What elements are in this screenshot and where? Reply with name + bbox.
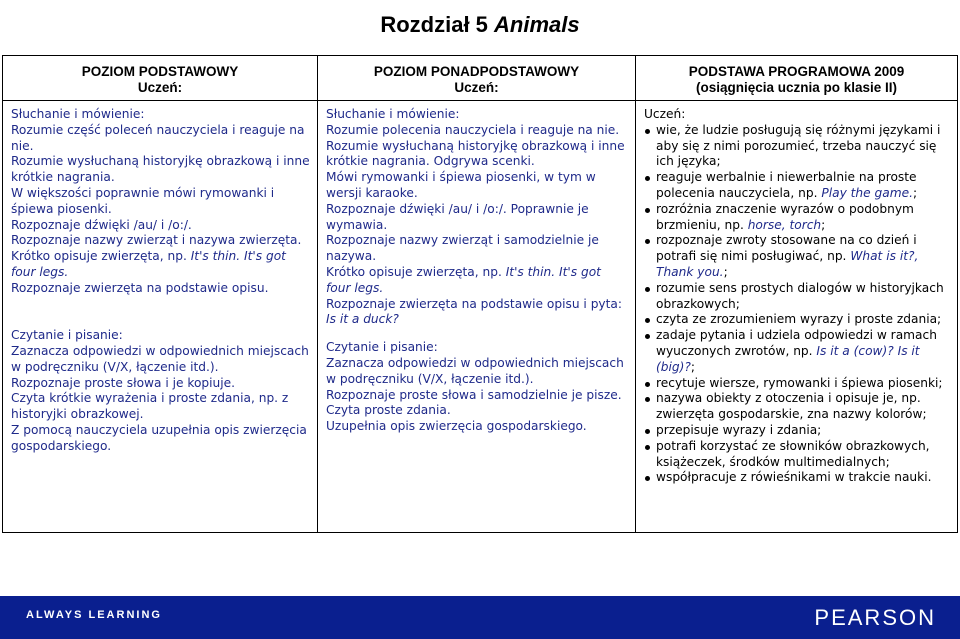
requirement: Zaznacza odpowiedzi w odpowiednich miejscach w podręczniku (V/X, łączenie itd.). xyxy=(11,343,309,374)
footer-bar xyxy=(0,596,960,639)
list-item: współpracuje z rówieśnikami w trakcie nauki. xyxy=(644,470,951,486)
requirement-text: Krótko opisuje zwierzęta, np. xyxy=(326,264,506,279)
list-item: potrafi korzystać ze słowników obrazkowych, książeczek, środków multimedialnych; xyxy=(644,439,951,471)
requirement: Rozpoznaje proste słowa i samodzielnie je pisze. xyxy=(326,387,622,402)
title-main: Rozdział 5 xyxy=(380,12,488,37)
list-item: rozumie sens prostych dialogów w historyjkach obrazkowych; xyxy=(644,281,951,313)
requirement: Rozpoznaje proste słowa i je kopiuje. xyxy=(11,375,236,390)
page-title xyxy=(0,12,960,38)
footer-tagline: ALWAYS LEARNING xyxy=(26,609,162,621)
title-italic: Animals xyxy=(494,12,580,37)
list-item: reaguje werbalnie i niewerbalnie na proste polecenia nauczyciela, np. Play the game.; xyxy=(644,170,951,202)
example-phrase: Is it a duck? xyxy=(326,312,399,327)
requirement: Rozpoznaje nazwy zwierząt i nazywa zwierzęta. xyxy=(11,233,302,248)
section-heading: Słuchanie i mówienie: xyxy=(11,107,145,121)
requirement xyxy=(326,297,629,329)
requirement: Rozpoznaje zwierzęta na podstawie opisu. xyxy=(11,280,269,295)
header-row xyxy=(3,56,958,101)
list-item: wie, że ludzie posługują się różnymi językami i aby się z nimi porozumieć, trzeba nauczyć się ich języka; xyxy=(644,123,951,170)
header-basic xyxy=(3,56,318,101)
body-row xyxy=(3,101,958,533)
curriculum-cell xyxy=(636,101,958,533)
header-curriculum xyxy=(636,56,958,101)
header-basic-line2: Uczeń: xyxy=(137,80,183,95)
section-heading: Czytanie i pisanie: xyxy=(11,328,123,343)
requirement: Rozpoznaje nazwy zwierząt i samodzielnie je nazywa. xyxy=(326,233,599,264)
header-curriculum-line1: PODSTAWA PROGRAMOWA 2009 xyxy=(688,64,905,79)
requirement: Mówi rymowanki i śpiewa piosenki, w tym w wersji karaoke. xyxy=(326,170,596,200)
list-item: recytuje wiersze, rymowanki i śpiewa piosenki; xyxy=(644,376,951,392)
requirement: Rozpoznaje dźwięki /au/ i /o:/. Poprawnie je wymawia. xyxy=(326,201,589,232)
header-curriculum-line2: (osiągnięcia ucznia po klasie II) xyxy=(695,80,898,95)
header-advanced-line2: Uczeń: xyxy=(454,80,499,95)
requirement xyxy=(11,249,311,281)
example-phrase: It's thin. It's got four legs. xyxy=(11,249,286,279)
header-advanced-line1: POZIOM PONADPODSTAWOWY xyxy=(373,64,580,79)
curriculum-table xyxy=(2,55,958,533)
requirement: Z pomocą nauczyciela uzupełnia opis zwierzęcia gospodarskiego. xyxy=(11,422,307,453)
example-phrase: It's thin. It's got four legs. xyxy=(326,264,601,295)
intro-label: Uczeń: xyxy=(644,107,686,121)
list-item: przepisuje wyrazy i zdania; xyxy=(644,423,951,439)
basic-level-cell xyxy=(3,101,318,533)
requirement: Zaznacza odpowiedzi w odpowiednich miejscach w podręczniku (V/X, łączenie itd.). xyxy=(326,355,624,386)
requirement: Czyta krótkie wyrażenia i proste zdania, np. z historyjki obrazkowej. xyxy=(11,391,289,422)
requirement: Rozumie część poleceń nauczyciela i reaguje na nie. xyxy=(11,122,305,153)
requirement: W większości poprawnie mówi rymowanki i śpiewa piosenki. xyxy=(11,185,275,216)
list-item: zadaje pytania i udziela odpowiedzi w ramach wyuczonych zwrotów, np. Is it a (cow)? Is it (big)?; xyxy=(644,328,951,375)
section-heading: Czytanie i pisanie: xyxy=(326,340,438,355)
requirement: Rozumie wysłuchaną historyjkę obrazkową i inne krótkie nagrania. xyxy=(11,154,310,185)
requirement xyxy=(326,265,629,297)
requirement-text: Rozpoznaje zwierzęta na podstawie opisu i pyta: xyxy=(326,296,622,311)
requirement: Rozumie polecenia nauczyciela i reaguje na nie. xyxy=(326,122,620,137)
list-item: czyta ze zrozumieniem wyrazy i proste zdania; xyxy=(644,312,951,328)
list-item: nazywa obiekty z otoczenia i opisuje je, np. zwierzęta gospodarskie, zna nazwy kolorów; xyxy=(644,391,951,423)
requirement: Rozpoznaje dźwięki /au/ i /o:/. xyxy=(11,217,192,232)
header-basic-line1: POZIOM PODSTAWOWY xyxy=(81,64,239,79)
requirement: Uzupełnia opis zwierzęcia gospodarskiego. xyxy=(326,419,587,434)
section-heading: Słuchanie i mówienie: xyxy=(326,107,460,121)
list-item: rozpoznaje zwroty stosowane na co dzień i potrafi się nimi posługiwać, np. What is it?, Thank you.; xyxy=(644,233,951,280)
list-item: rozróżnia znaczenie wyrazów o podobnym brzmieniu, np. horse, torch; xyxy=(644,202,951,234)
requirement-text: Krótko opisuje zwierzęta, np. xyxy=(11,249,191,264)
requirement: Rozumie wysłuchaną historyjkę obrazkową i inne krótkie nagrania. Odgrywa scenki. xyxy=(326,138,625,169)
pearson-logo: PEARSON xyxy=(814,605,936,630)
header-advanced xyxy=(318,56,636,101)
requirement: Czyta proste zdania. xyxy=(326,403,451,418)
advanced-level-cell xyxy=(318,101,636,533)
outcomes-list xyxy=(644,123,951,486)
